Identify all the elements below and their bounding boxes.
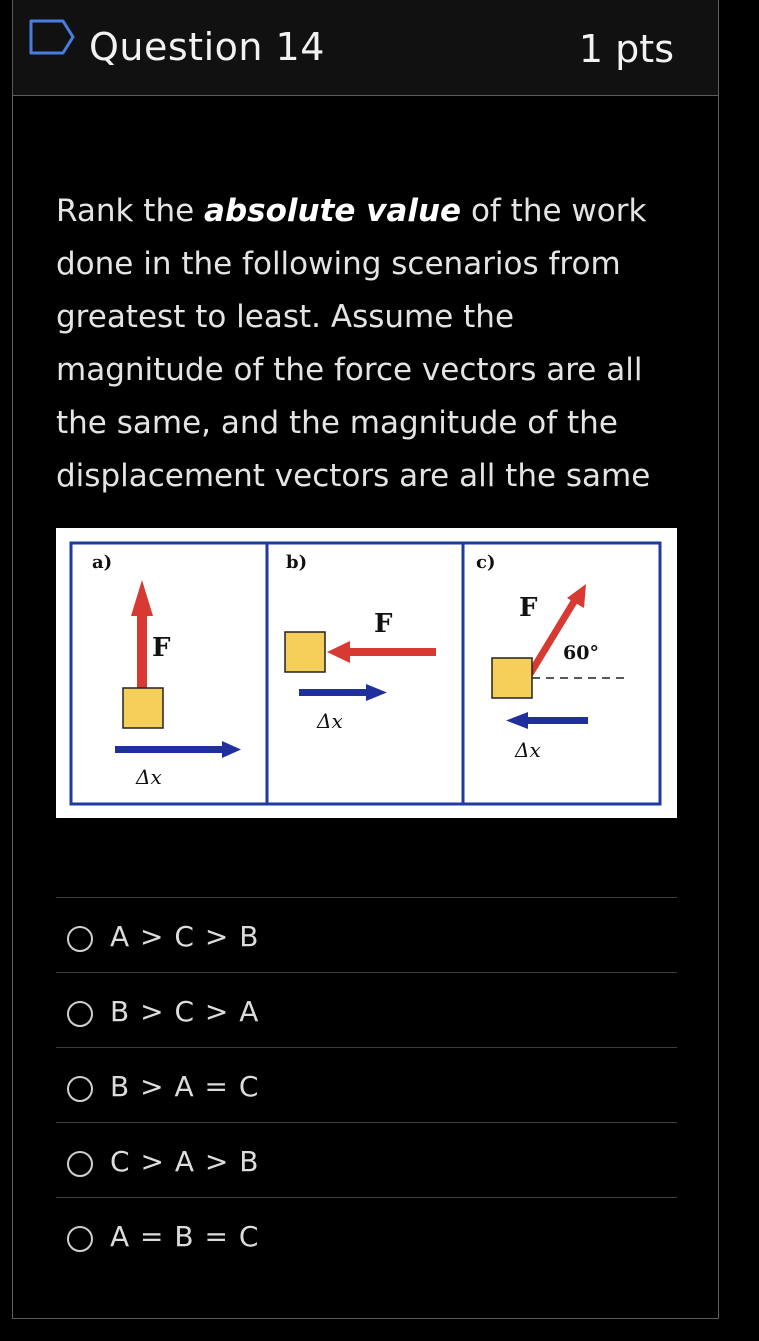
panel-a-displacement-label: Δx (136, 765, 162, 789)
radio-button[interactable] (67, 926, 93, 952)
panel-b-force-label: F (374, 609, 393, 639)
panel-b-label: b) (286, 552, 308, 573)
question-points: 1 pts (578, 27, 674, 71)
panel-b-force-arrow (327, 641, 436, 663)
panel-a-force-label: F (152, 633, 171, 663)
panel-c-displacement-arrow (506, 712, 588, 729)
panel-a-force-arrow (131, 580, 153, 688)
question-title: Question 14 (89, 25, 325, 69)
panel-b-displacement-arrow (299, 684, 387, 701)
question-card (12, 0, 719, 1319)
answer-options (56, 897, 677, 1272)
panel-b-displacement-label: Δx (317, 709, 343, 733)
panel-a-displacement-arrow (115, 741, 241, 758)
radio-button[interactable] (67, 1076, 93, 1102)
question-text (56, 185, 656, 503)
answer-option[interactable] (56, 897, 677, 972)
answer-option[interactable] (56, 1047, 677, 1122)
question-text-after: of the work done in the following scenarios from greatest to least. Assume the magnitude of the force vectors are all the same, and the magnitude of the displacement vectors are all the same (56, 193, 651, 494)
panel-c-displacement-label: Δx (515, 738, 541, 762)
question-emphasis: absolute value (204, 193, 462, 229)
answer-option-label: C > A > B (110, 1145, 260, 1178)
panel-b-block (285, 632, 325, 672)
panel-a-label: a) (92, 552, 113, 573)
panel-c-force-label: F (519, 593, 538, 623)
panel-c-block (492, 658, 532, 698)
panel-c-label: c) (476, 552, 496, 573)
answer-option-label: A > C > B (110, 920, 260, 953)
radio-button[interactable] (67, 1001, 93, 1027)
question-header (13, 0, 718, 96)
work-diagram (56, 528, 677, 818)
answer-option-label: B > A = C (110, 1070, 260, 1103)
question-text-before: Rank the (56, 193, 205, 229)
answer-option[interactable] (56, 1197, 677, 1272)
bookmark-flag-icon[interactable] (29, 19, 75, 55)
answer-option-label: B > C > A (110, 995, 260, 1028)
panel-c-angle-label: 60° (563, 642, 599, 664)
answer-option[interactable] (56, 1122, 677, 1197)
answer-option[interactable] (56, 972, 677, 1047)
panel-a-block (123, 688, 163, 728)
radio-button[interactable] (67, 1226, 93, 1252)
radio-button[interactable] (67, 1151, 93, 1177)
answer-option-label: A = B = C (110, 1220, 260, 1253)
